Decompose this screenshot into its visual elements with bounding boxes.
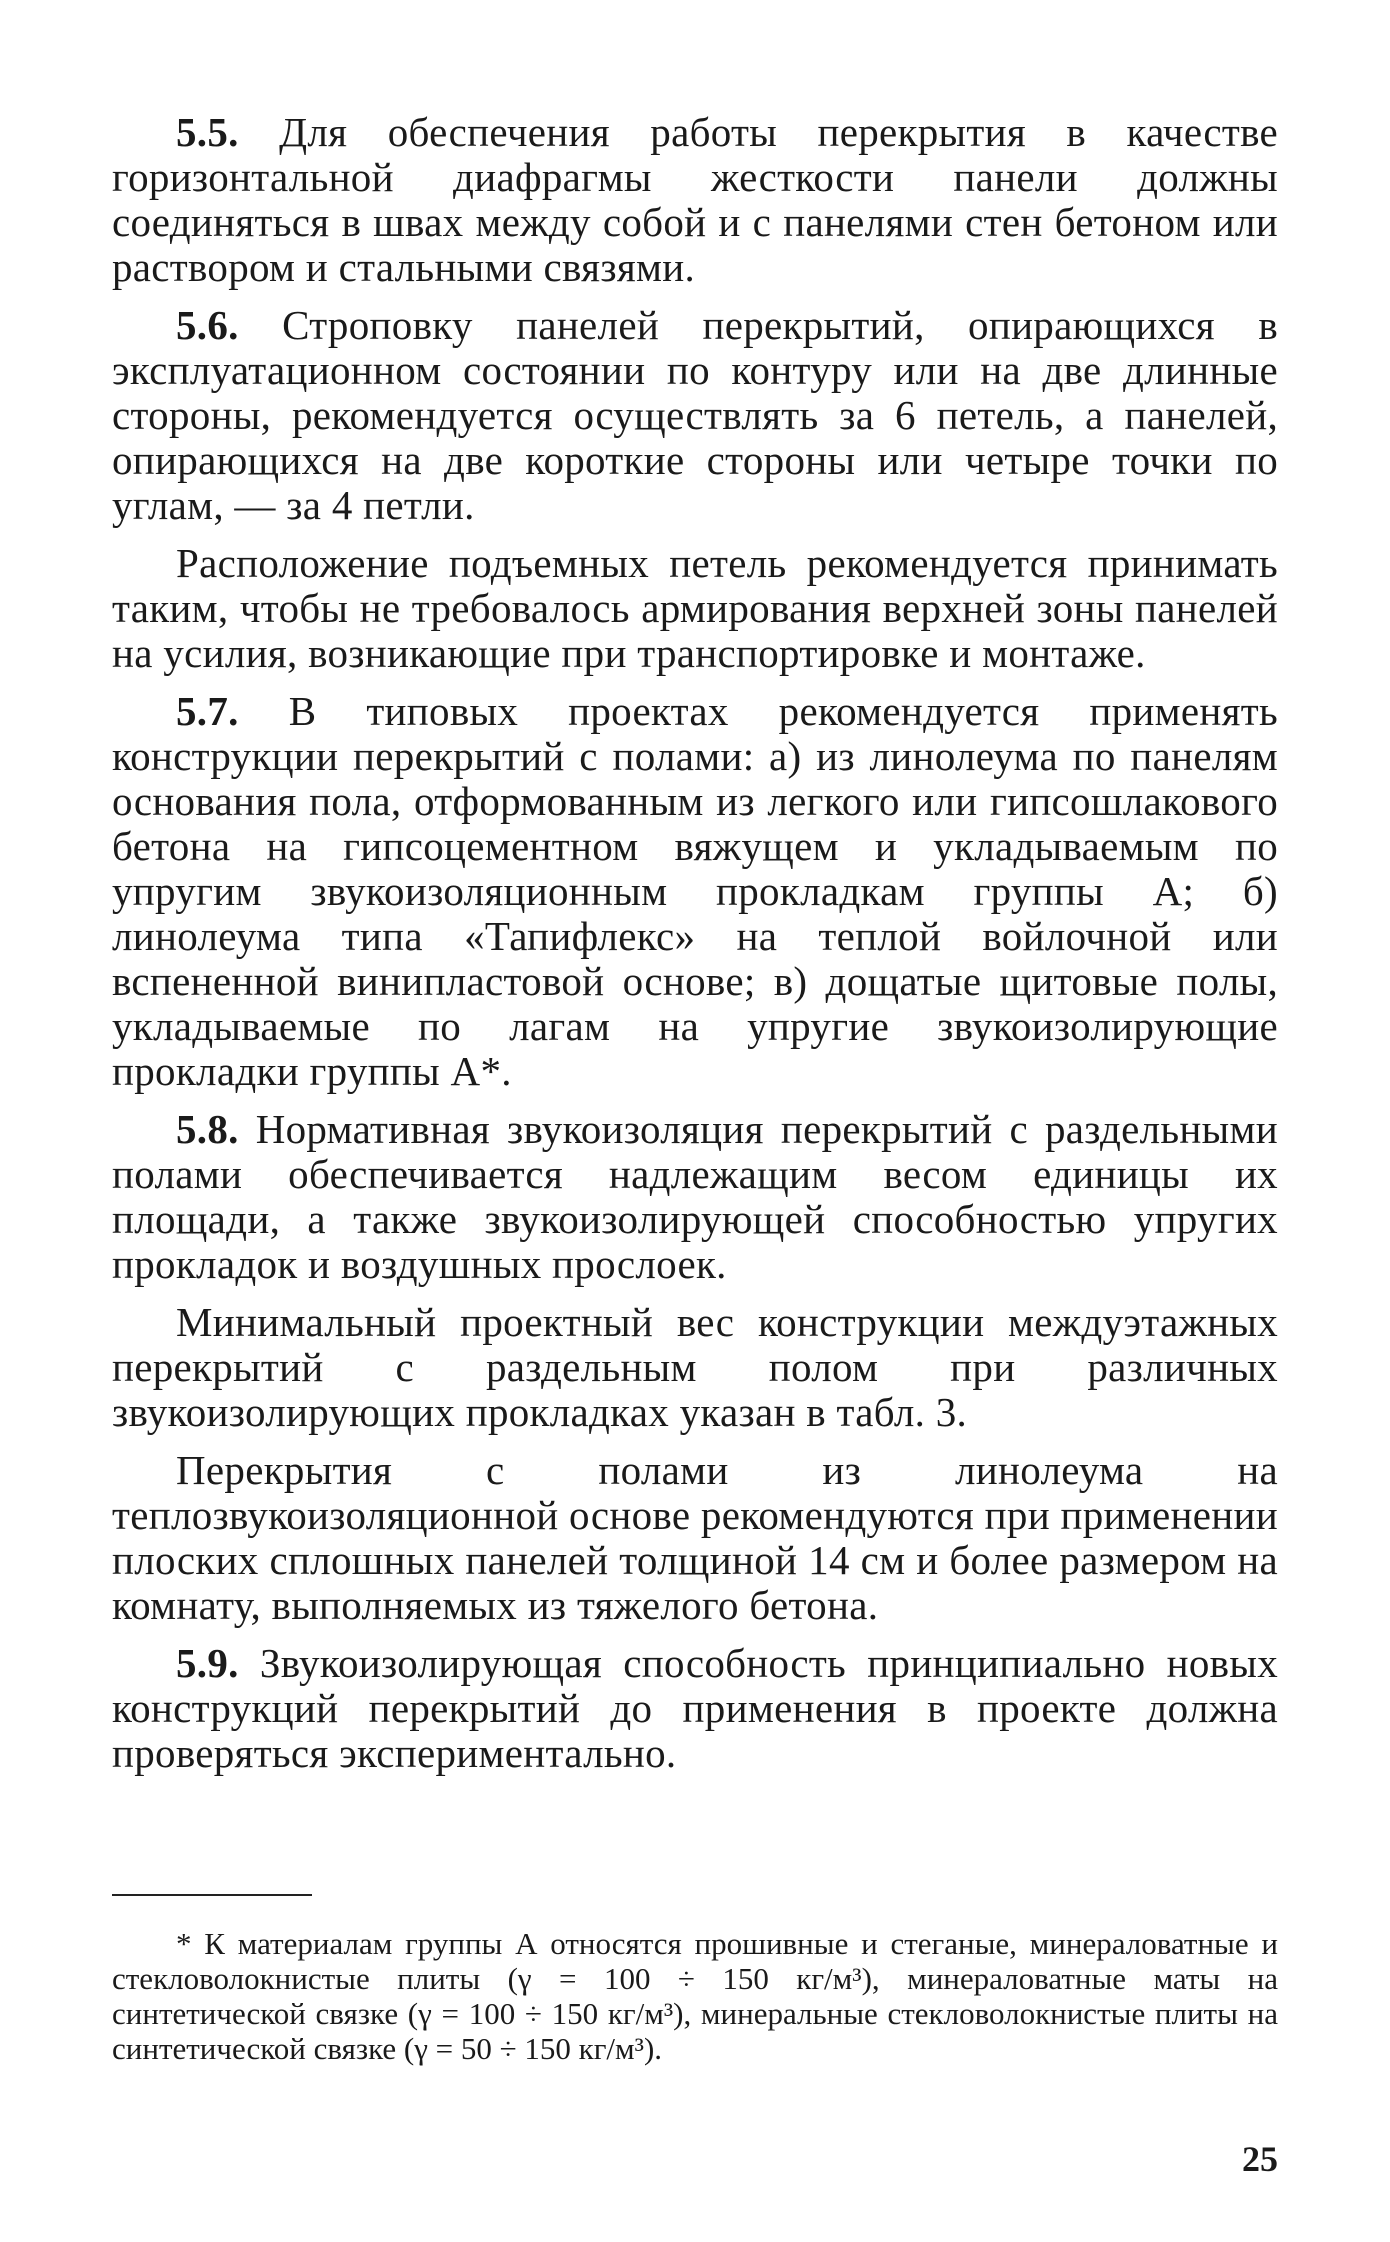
paragraph-5-5 xyxy=(112,110,1278,290)
paragraph-text: В типовых проектах рекомендуется применять конструкции перекрытий с полами: а) из линолеума по панелям основания пола, отформованным из легкого или гипсошлакового бетона на гипсоцементном вяжущем и укладываемым по упругим звукоизоляционным прокладкам группы А; б) линолеума типа «Тапифлекс» на теплой войлочной или вспененной винипластовой основе; в) дощатые щитовые полы, укладываемые по лагам на упругие звукоизолирующие прокладки группы А*. xyxy=(112,688,1278,1094)
paragraph-text: Звукоизолирующая способность принципиально новых конструкций перекрытий до применения в проекте должна проверяться экспериментально. xyxy=(112,1640,1278,1776)
paragraph-5-6 xyxy=(112,303,1278,528)
page-number: 25 xyxy=(1242,2139,1278,2179)
paragraph-min-weight xyxy=(112,1300,1278,1435)
paragraph-5-7 xyxy=(112,689,1278,1094)
paragraph-number: 5.8. xyxy=(176,1106,239,1152)
paragraph-text: Для обеспечения работы перекрытия в качестве горизонтальной диафрагмы жесткости панели должны соединяться в швах между собой и с панелями стен бетоном или раствором и стальными связями. xyxy=(112,109,1278,290)
footnote-divider xyxy=(112,1894,312,1896)
paragraph-text: Нормативная звукоизоляция перекрытий с раздельными полами обеспечивается надлежащим весом единицы их площади, а также звукоизолирующей способностью упругих прокладок и воздушных прослоек. xyxy=(112,1106,1278,1287)
paragraph-text: Расположение подъемных петель рекомендуется принимать таким, чтобы не требовалось армирования верхней зоны панелей на усилия, возникающие при транспортировке и монтаже. xyxy=(112,540,1278,676)
paragraph-text: Строповку панелей перекрытий, опирающихся в эксплуатационном состоянии по контуру или на две длинные стороны, рекомендуется осуществлять за 6 петель, а панелей, опирающихся на две короткие стороны или четыре точки по углам, — за 4 петли. xyxy=(112,302,1278,528)
paragraph-lifting-loops xyxy=(112,541,1278,676)
paragraph-number: 5.5. xyxy=(176,109,239,155)
paragraph-linoleum-floors xyxy=(112,1448,1278,1628)
paragraph-number: 5.9. xyxy=(176,1640,239,1686)
paragraph-text: Перекрытия с полами из линолеума на теплозвукоизоляционной основе рекомендуются при применении плоских сплошных панелей толщиной 14 см и более размером на комнату, выполняемых из тяжелого бетона. xyxy=(112,1447,1278,1628)
paragraph-text: Минимальный проектный вес конструкции междуэтажных перекрытий с раздельным полом при различных звукоизолирующих прокладках указан в табл. 3. xyxy=(112,1299,1278,1435)
page-body xyxy=(112,110,1278,1789)
footnote: * К материалам группы А относятся прошивные и стеганые, минераловатные и стекловолокнистые плиты (γ = 100 ÷ 150 кг/м³), минераловатные маты на синтетической связке (γ = 100 ÷ 150 кг/м³), минеральные стекловолокнистые плиты на синтетической связке (γ = 50 ÷ 150 кг/м³). xyxy=(112,1926,1278,2066)
paragraph-5-9 xyxy=(112,1641,1278,1776)
paragraph-number: 5.7. xyxy=(176,688,239,734)
paragraph-5-8 xyxy=(112,1107,1278,1287)
paragraph-number: 5.6. xyxy=(176,302,239,348)
